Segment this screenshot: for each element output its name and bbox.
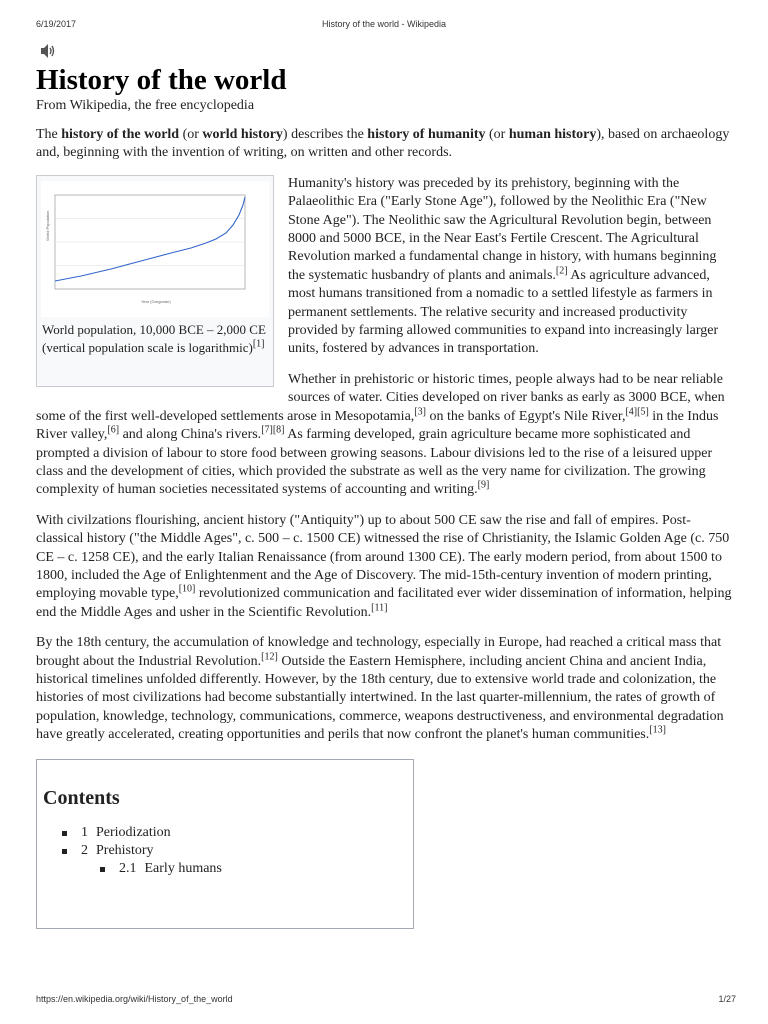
toc-label[interactable]: Early humans — [144, 860, 222, 876]
text-run: (or — [179, 127, 203, 142]
citation[interactable]: [3] — [414, 406, 426, 418]
citation[interactable]: [1] — [252, 338, 265, 350]
text-run: (or — [485, 127, 509, 142]
bold-term: world history — [202, 127, 283, 142]
text-run: As farming developed, grain agriculture became more sophisticated and prompted a division of labour to store food between growing seasons. Labour divisions led to the rise of a leisured upper class and the development of cities, which provided the substrate as well as the very name for civilization. The growing complexity of human societies necessitated systems of accounting and writing. — [36, 427, 713, 498]
toc-item[interactable] — [43, 842, 413, 860]
bold-term: history of the world — [61, 127, 180, 142]
text-run: in the Indus River valley, — [36, 408, 719, 443]
toc-number: 2.1 — [119, 860, 137, 876]
population-figure — [36, 175, 274, 387]
citation[interactable]: [4][5] — [625, 406, 649, 418]
bullet-icon — [62, 831, 67, 836]
toc-number: 2 — [81, 842, 88, 858]
text-run: ) describes the — [282, 127, 368, 142]
citation[interactable]: [6] — [107, 424, 120, 436]
table-of-contents — [36, 759, 414, 929]
print-date: 6/19/2017 — [36, 19, 77, 29]
svg-text:Year (Gregorian): Year (Gregorian) — [141, 298, 171, 304]
toc-list — [43, 824, 413, 878]
citation[interactable]: [2] — [555, 265, 568, 277]
bullet-icon — [62, 849, 67, 854]
text-run: ), based on archaeology and, beginning with the invention of writing, on written and other records. — [36, 127, 730, 161]
toc-item[interactable] — [43, 824, 413, 842]
print-footer — [0, 990, 768, 1010]
bold-term: human history — [508, 127, 597, 142]
citation[interactable]: [10] — [178, 583, 196, 595]
population-chart-image[interactable] — [41, 181, 269, 317]
print-page-number: 1/27 — [718, 994, 736, 1004]
figure-caption: World population, 10,000 BCE – 2,000 CE (vertical population scale is logarithmic)[1] — [42, 321, 266, 355]
toc-label[interactable]: Prehistory — [96, 842, 154, 858]
text-run: Humanity's history was preceded by its prehistory, beginning with the Palaeolithic Era ("Early Stone Age"), followed by the Neolithic Era ("New Stone Age"). The Neolithic saw the Agricultural Revolution begin, between 8000 and 5000 BCE, in the Near East's Fertile Crescent. The Agricultural Revolution marked a fundamental change in history, with humans beginning the systematic husbandry of plants and animals. — [288, 175, 717, 283]
text-run: By the 18th century, the accumulation of knowledge and technology, especially in Europe, had reached a critical mass that brought about the Industrial Revolution. — [36, 635, 722, 669]
print-page-title: History of the world - Wikipedia — [321, 19, 447, 29]
text-run: Outside the Eastern Hemisphere, including ancient China and ancient India, historical timelines unfolded differently. However, by the 18th century, due to extensive world trade and colonization, the histories of most civilizations had become substantially intertwined. In the last quarter-millennium, the rates of growth of population, knowledge, technology, communications, commerce, weapons destructiveness, and environmental degradation have greatly accelerated, creating opportunities and perils that now confront the planet's human communities. — [36, 653, 724, 743]
toc-title: Contents — [43, 786, 120, 809]
article-content — [36, 42, 734, 929]
citation[interactable]: [9] — [477, 479, 490, 491]
toc-number: 1 — [81, 824, 88, 840]
text-run: As agriculture advanced, most humans transitioned from a nomadic to a settled lifestyle as farmers in permanent settlements. The relative security and increased productivity provided by farming allowed communities to expand into increasingly larger units, fostered by advances in transportation. — [288, 267, 719, 357]
site-tagline: From Wikipedia, the free encyclopedia — [36, 98, 255, 113]
print-url: https://en.wikipedia.org/wiki/History_of_the_world — [36, 994, 233, 1004]
bullet-icon — [100, 867, 105, 872]
text-run: and along China's rivers. — [119, 427, 262, 443]
page-title: History of the world — [36, 64, 287, 96]
citation[interactable]: [13] — [649, 724, 666, 736]
text-run: With civilzations flourishing, ancient history ("Antiquity") up to about 500 CE saw the rise and fall of empires. Post-classical history ("the Middle Ages", c. 500 – c. 1500 CE) witnessed the rise of Christianity, the Islamic Golden Age (c. 750 CE – c. 1258 CE), and the early Italian Renaissance (from around 1300 CE). The early modern period, from about 1500 to 1800, included the Age of Enlightenment and the Age of Discovery. The mid-15th-century invention of modern printing, employing movable type, — [36, 512, 730, 602]
text-run: Whether in prehistoric or historic times, people always had to be near reliable sources of water. Cities developed on river banks as early as 3000 BCE, when some of the first well-developed settlements arose in Mesopotamia, — [36, 371, 725, 424]
toc-label[interactable]: Periodization — [96, 824, 171, 840]
print-header — [0, 0, 768, 30]
body-paragraph — [36, 634, 734, 744]
toc-item[interactable] — [43, 860, 413, 878]
body-paragraph — [36, 371, 734, 500]
text-run: on the banks of Egypt's Nile River, — [425, 408, 626, 424]
citation[interactable]: [7][8] — [261, 424, 285, 436]
text-run: The — [36, 127, 62, 142]
text-run: revolutionized communication and facilitated ever wider dissemination of information, helping end the Middle Ages and usher in the Scientific Revolution. — [36, 586, 732, 620]
bold-term: history of humanity — [367, 127, 486, 142]
body-paragraph — [36, 512, 734, 622]
intro-paragraph — [36, 126, 734, 163]
citation[interactable]: [12] — [261, 650, 278, 662]
speaker-icon[interactable] — [38, 42, 56, 60]
citation[interactable]: [11] — [371, 602, 388, 614]
svg-text:World Population: World Population — [45, 210, 50, 241]
